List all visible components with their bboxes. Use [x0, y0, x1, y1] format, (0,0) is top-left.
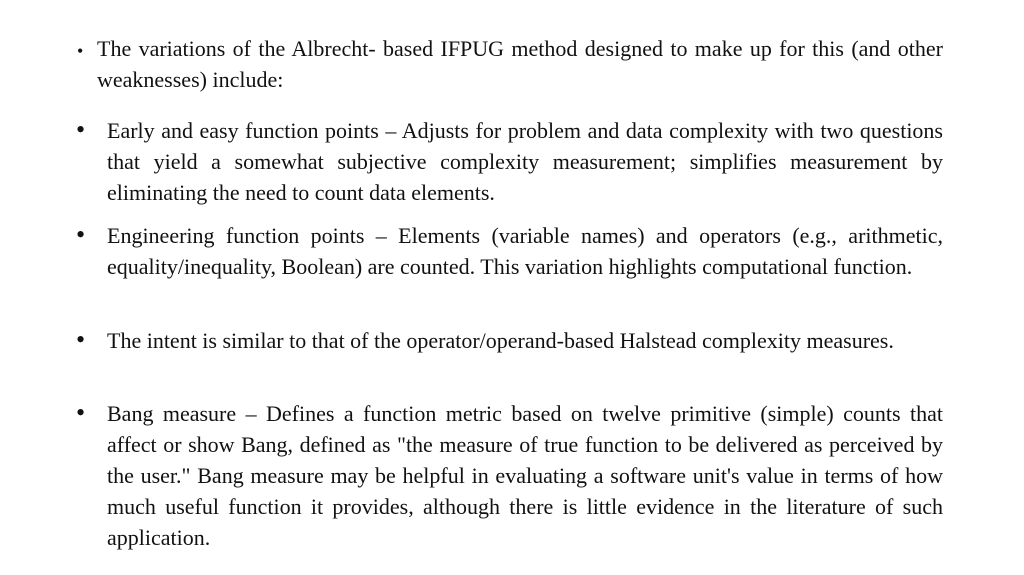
bullet-icon: • [76, 115, 86, 144]
list-item-text: Bang measure – Defines a function metric based on twelve primitive (simple) counts that affect or show Bang, defined as "the measure of true function to be delivered as perceived by the user." Bang measure may be helpful in evaluating a software unit's value in terms of how much useful function it provides, although there is little evidence in the literature of such application. [107, 401, 943, 550]
bullet-icon: • [76, 398, 86, 427]
list-item-text: Early and easy function points – Adjusts for problem and data complexity with two questions that yield a somewhat subjective complexity measurement; simplifies measurement by eliminating the need to count data elements. [107, 118, 943, 205]
bullet-icon: • [76, 220, 86, 249]
list-item-text: Engineering function points – Elements (variable names) and operators (e.g., arithmetic, equality/inequality, Boolean) are counted. This variation highlights computational function. [107, 223, 943, 279]
bullet-icon: • [76, 325, 86, 354]
list-item-text: The intent is similar to that of the operator/operand-based Halstead complexity measures. [107, 328, 894, 353]
bullet-icon: • [77, 41, 84, 61]
intro-text: The variations of the Albrecht- based IFPUG method designed to make up for this (and other weaknesses) include: [97, 36, 943, 92]
